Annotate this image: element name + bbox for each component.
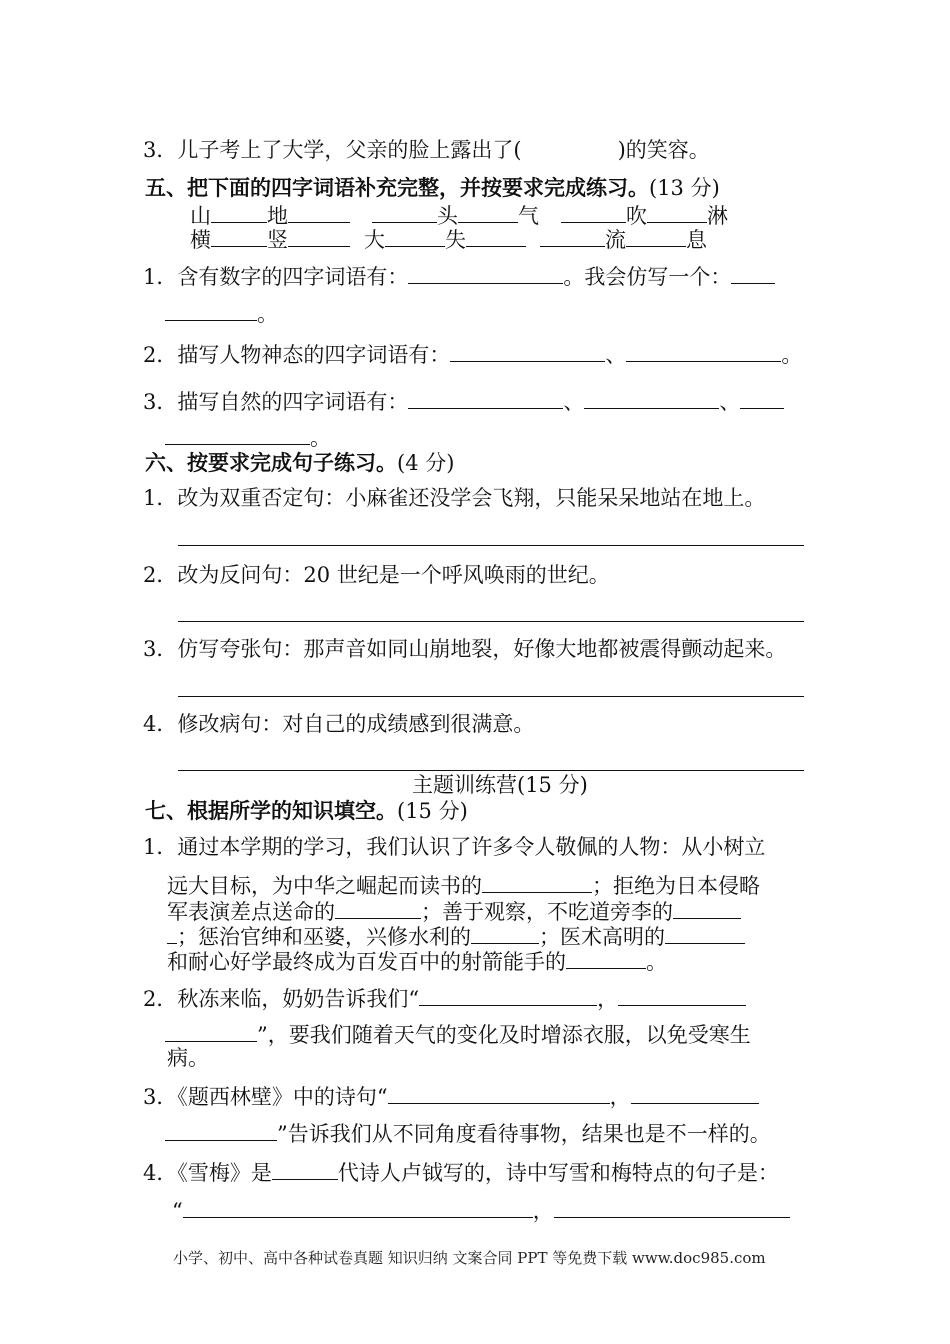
answer-blank[interactable] <box>408 388 563 409</box>
idiom-char: 横 <box>190 228 211 252</box>
answer-blank[interactable] <box>673 898 741 919</box>
comma: ， <box>609 1085 631 1109</box>
page-footer: 小学、初中、高中各种试卷真题 知识归纳 文案合同 PPT 等免费下载 www.doc985.com <box>173 1249 766 1267</box>
section-6-heading <box>145 451 454 475</box>
text: 。 <box>646 950 667 974</box>
blank[interactable] <box>211 226 267 247</box>
idiom-char: 流 <box>605 228 626 252</box>
question-number: 2． <box>143 987 178 1011</box>
idiom-char: 竖 <box>267 228 288 252</box>
blank[interactable] <box>211 202 267 223</box>
question-text: 仿写夸张句：那声音如同山崩地裂，好像大地都被震得颤动起来。 <box>177 637 787 661</box>
blank[interactable] <box>561 202 626 223</box>
answer-blank[interactable] <box>165 1021 257 1042</box>
section-title: 六、按要求完成句子练习。 <box>145 450 397 475</box>
period: 。 <box>310 426 331 450</box>
idiom-char: 吹 <box>626 204 647 228</box>
comma: ， <box>597 987 619 1011</box>
question-text: 改为反问句：20 世纪是一个呼风唤雨的世纪。 <box>177 563 610 587</box>
blank[interactable] <box>385 226 445 247</box>
question-text: 儿子考上了大学，父亲的脸上露出了( <box>177 138 522 162</box>
question-number: 4． <box>143 1161 178 1185</box>
text: ；善于观察，不吃道旁李的 <box>421 900 673 924</box>
question-text: 改为双重否定句：小麻雀还没学会飞翔，只能呆呆地站在地上。 <box>177 486 766 510</box>
answer-blank[interactable] <box>335 898 421 919</box>
answer-blank[interactable] <box>631 1083 759 1104</box>
answer-blank[interactable] <box>183 1197 533 1218</box>
sec7-question-3-line-2 <box>165 1120 771 1146</box>
open-quote: “ <box>172 1199 183 1223</box>
answer-line[interactable] <box>178 696 804 697</box>
idiom-char: 头 <box>437 204 458 228</box>
question-number: 2． <box>143 343 178 367</box>
idiom-char: 气 <box>518 204 539 228</box>
question-text-mid: 。我会仿写一个： <box>563 265 732 289</box>
answer-blank[interactable] <box>554 1197 790 1218</box>
sec7-question-2-line-2 <box>165 1021 751 1047</box>
idiom-char: 山 <box>190 204 211 228</box>
question-text: 《雪梅》是 <box>177 1161 272 1185</box>
sec7-question-3 <box>143 1083 759 1109</box>
answer-blank[interactable] <box>584 388 719 409</box>
sec5-question-2 <box>143 341 802 367</box>
sec5-question-3 <box>143 388 784 414</box>
idiom-char: 地 <box>267 204 288 228</box>
text: 病。 <box>167 1046 209 1070</box>
question-number: 3． <box>143 637 178 661</box>
section-score: (15 分) <box>397 799 468 823</box>
idiom-row-2 <box>190 226 707 252</box>
blank[interactable] <box>540 226 605 247</box>
idiom-char: 淋 <box>707 204 728 228</box>
text: 军表演差点送命的 <box>167 900 335 924</box>
prev-question-3 <box>143 138 710 162</box>
section-score: (4 分) <box>397 451 455 475</box>
text: 远大目标，为中华之崛起而读书的 <box>167 874 482 898</box>
question-text-end: 代诗人卢钺写的，诗中写雪和梅特点的句子是： <box>337 1161 779 1185</box>
blank[interactable] <box>647 202 707 223</box>
idiom-char: 大 <box>364 228 385 252</box>
section-5-heading <box>145 176 720 200</box>
answer-line[interactable] <box>178 770 804 771</box>
question-text-end: )的笑容。 <box>617 138 710 162</box>
section-7-heading <box>145 799 468 823</box>
answer-blank[interactable] <box>482 872 592 893</box>
sec5-question-1 <box>143 263 775 289</box>
sec7-question-2 <box>143 985 746 1011</box>
blank[interactable] <box>458 202 518 223</box>
separator: 、 <box>719 390 741 414</box>
answer-blank[interactable] <box>731 263 775 284</box>
answer-blank[interactable] <box>626 341 781 362</box>
sec6-question-2 <box>143 563 610 587</box>
text: ”，要我们随着天气的变化及时增添衣服，以免受寒生 <box>257 1023 751 1047</box>
theme-heading: 主题训练营(15 分) <box>412 773 588 797</box>
separator: 、 <box>605 343 627 367</box>
question-text: 通过本学期的学习，我们认识了许多令人敬佩的人物：从小树立 <box>177 835 766 859</box>
question-number: 3． <box>143 1085 178 1109</box>
answer-blank[interactable] <box>665 923 745 944</box>
question-number: 2． <box>143 563 178 587</box>
answer-line[interactable] <box>178 545 804 546</box>
sec7-question-1-line-4 <box>167 923 745 949</box>
sec6-question-3 <box>143 637 786 661</box>
answer-blank[interactable] <box>471 923 539 944</box>
answer-blank[interactable] <box>408 263 563 284</box>
separator: 、 <box>563 390 585 414</box>
question-number: 1． <box>143 265 178 289</box>
text: 和耐心好学最终成为百发百中的射箭能手的 <box>167 950 566 974</box>
answer-blank[interactable] <box>618 985 746 1006</box>
answer-blank[interactable] <box>167 923 177 944</box>
sec7-question-1-line-5 <box>167 948 667 974</box>
period: 。 <box>257 302 278 326</box>
blank[interactable] <box>288 202 350 223</box>
blank[interactable] <box>288 226 350 247</box>
blank[interactable] <box>626 226 686 247</box>
idiom-char: 息 <box>686 228 707 252</box>
sec7-question-4-line-2 <box>172 1197 790 1223</box>
sec7-question-1-line-3 <box>167 898 741 924</box>
sec5-question-1-cont <box>165 300 278 326</box>
idiom-char: 失 <box>445 228 466 252</box>
question-text: 《题西林壁》中的诗句“ <box>177 1085 388 1109</box>
section-score: (13 分) <box>649 176 720 200</box>
question-number: 4． <box>143 712 178 736</box>
blank[interactable] <box>372 202 437 223</box>
text: ”告诉我们从不同角度看待事物，结果也是不一样的。 <box>277 1122 771 1146</box>
answer-blank[interactable] <box>165 424 310 445</box>
answer-blank[interactable] <box>566 948 646 969</box>
text: ；医术高明的 <box>539 925 665 949</box>
answer-blank[interactable] <box>740 388 784 409</box>
sec6-question-1 <box>143 486 765 510</box>
sec5-question-3-cont <box>165 424 331 450</box>
sec6-question-4 <box>143 712 534 736</box>
text: ；拒绝为日本侵略 <box>592 874 760 898</box>
sec7-question-2-line-3 <box>167 1046 209 1070</box>
answer-line[interactable] <box>178 621 804 622</box>
question-text: 描写人物神态的四字词语有： <box>177 343 451 367</box>
question-number: 3． <box>143 138 178 162</box>
sec7-question-1-line-2 <box>167 872 760 898</box>
question-text: 含有数字的四字词语有： <box>177 265 409 289</box>
answer-blank[interactable] <box>450 341 605 362</box>
answer-blank[interactable] <box>388 1083 610 1104</box>
answer-blank[interactable] <box>165 300 257 321</box>
question-number: 1． <box>143 835 178 859</box>
sec7-question-4 <box>143 1159 779 1185</box>
question-text: 描写自然的四字词语有： <box>177 390 409 414</box>
period: 。 <box>781 343 803 367</box>
question-text: 秋冻来临，奶奶告诉我们“ <box>177 987 420 1011</box>
answer-blank[interactable] <box>165 1120 277 1141</box>
section-title: 五、把下面的四字词语补充完整，并按要求完成练习。 <box>145 175 649 200</box>
comma: ， <box>532 1199 554 1223</box>
text: ；惩治官绅和巫婆，兴修水利的 <box>177 925 471 949</box>
answer-blank[interactable] <box>419 985 597 1006</box>
question-text: 修改病句：对自己的成绩感到很满意。 <box>177 712 535 736</box>
question-number: 1． <box>143 486 178 510</box>
blank[interactable] <box>466 226 526 247</box>
sec7-question-1 <box>143 835 765 859</box>
idiom-row-1 <box>190 202 728 228</box>
question-number: 3． <box>143 390 178 414</box>
section-title: 七、根据所学的知识填空。 <box>145 798 397 823</box>
answer-blank[interactable] <box>272 1159 338 1180</box>
